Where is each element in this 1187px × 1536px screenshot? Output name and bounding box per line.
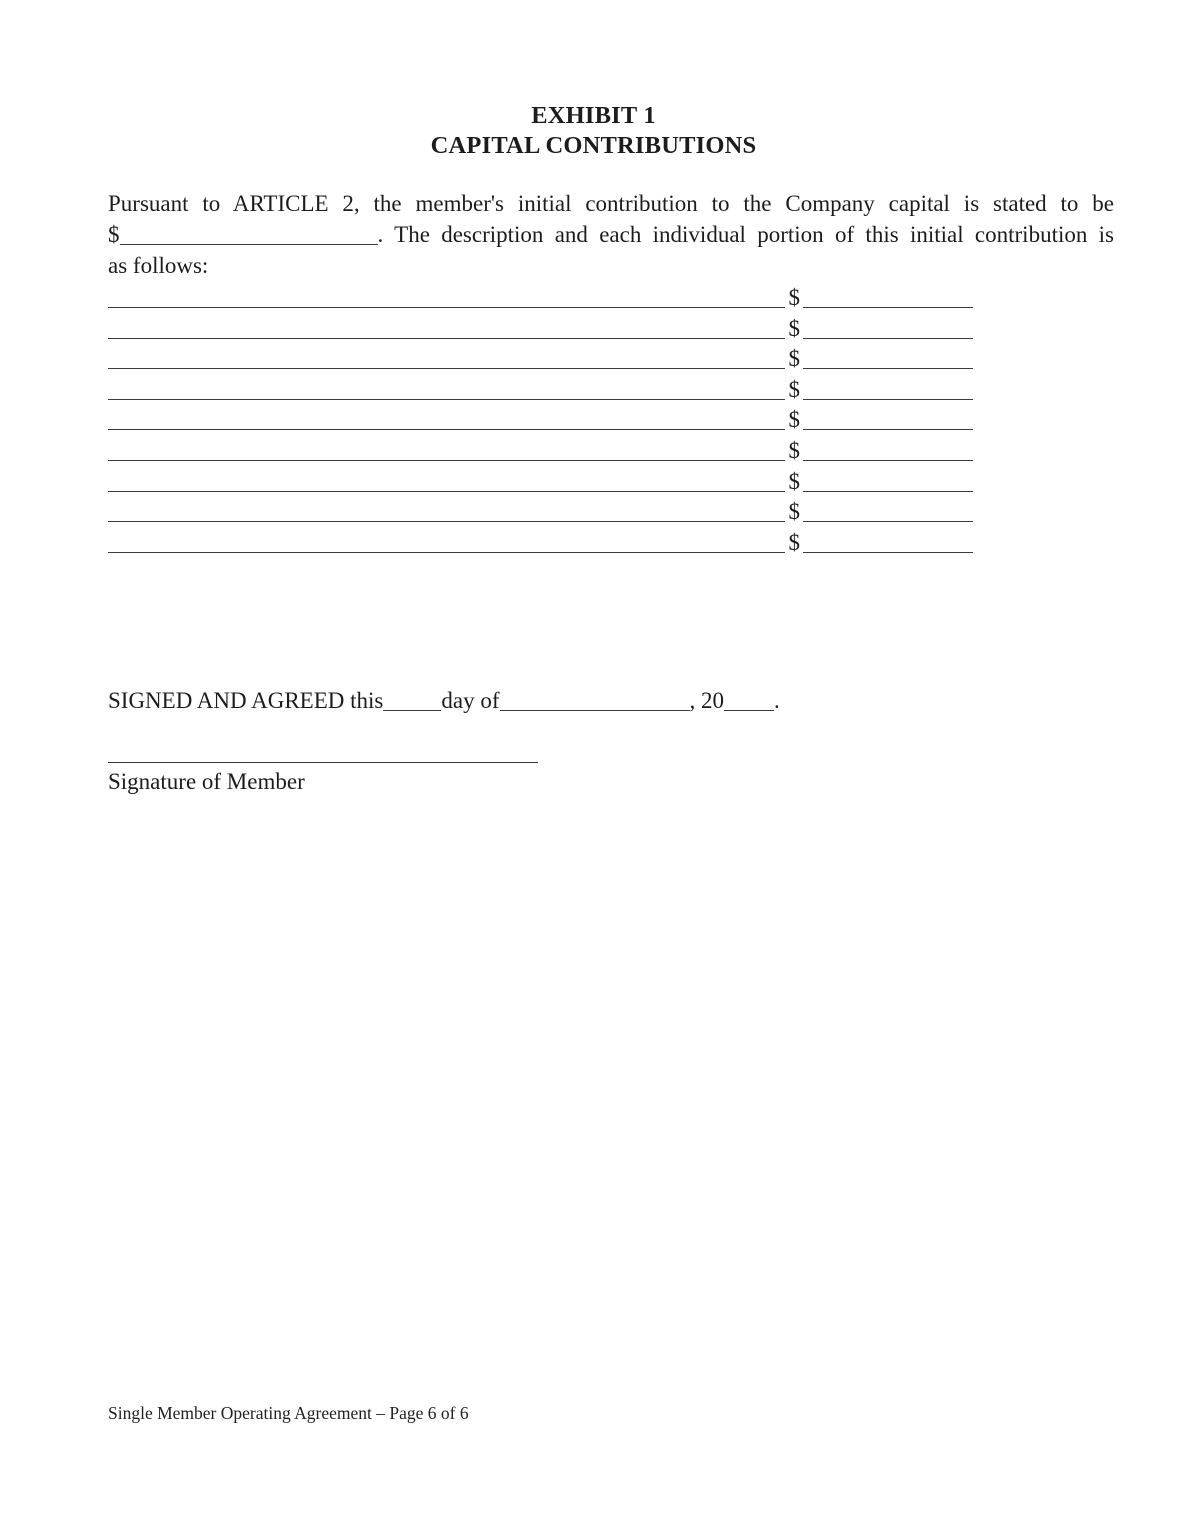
contribution-description-field[interactable]: [108, 430, 785, 461]
contribution-amount-field[interactable]: [803, 308, 973, 339]
signed-and-agreed-line: [108, 685, 1114, 716]
contribution-description-field[interactable]: [108, 522, 785, 553]
dollar-sign: $: [788, 438, 800, 464]
intro-paragraph: [108, 188, 1114, 281]
contribution-row: [108, 522, 973, 553]
contribution-amount-field[interactable]: [803, 430, 973, 461]
contribution-row: [108, 308, 973, 339]
contribution-amount-field[interactable]: [803, 369, 973, 400]
contribution-row: [108, 492, 973, 523]
signature-label: Signature of Member: [108, 769, 305, 794]
signed-line-suffix: .: [774, 688, 780, 713]
contribution-description-field[interactable]: [108, 339, 785, 370]
contribution-row: [108, 400, 973, 431]
dollar-sign: $: [788, 376, 800, 402]
member-signature-field[interactable]: [108, 742, 538, 763]
exhibit-header: [0, 101, 1187, 161]
year-field[interactable]: [724, 690, 774, 711]
page-footer: Single Member Operating Agreement – Page 6 of 6: [108, 1403, 469, 1423]
intro-line-2: [108, 219, 1114, 250]
dollar-sign: $: [788, 468, 800, 494]
contribution-description-field[interactable]: [108, 492, 785, 523]
dollar-sign: $: [108, 222, 120, 247]
month-field[interactable]: [500, 690, 690, 711]
dollar-sign: $: [788, 285, 800, 311]
intro-line-3: as follows:: [108, 253, 209, 278]
contribution-row: [108, 430, 973, 464]
dollar-sign: $: [788, 315, 800, 341]
dollar-sign: $: [788, 346, 800, 372]
signed-line-year-prefix: , 20: [689, 688, 724, 713]
contribution-amount-field[interactable]: [803, 339, 973, 370]
contribution-amount-field[interactable]: [803, 400, 973, 431]
intro-line-2-text: . The description and each individual portion of this initial contribution is: [377, 222, 1114, 247]
dollar-sign: $: [788, 529, 800, 555]
contribution-row: [108, 339, 973, 370]
signed-line-prefix: SIGNED AND AGREED this: [108, 688, 384, 713]
contribution-description-field[interactable]: [108, 369, 785, 400]
dollar-sign: $: [788, 407, 800, 433]
exhibit-title: EXHIBIT 1: [531, 102, 656, 129]
contribution-description-field[interactable]: [108, 278, 785, 309]
contribution-amount-field[interactable]: [803, 492, 973, 523]
contribution-row: [108, 278, 973, 309]
contribution-description-field[interactable]: [108, 308, 785, 339]
initial-contribution-amount-field[interactable]: [120, 224, 378, 245]
contribution-row: [108, 461, 973, 492]
exhibit-subtitle: CAPITAL CONTRIBUTIONS: [430, 132, 757, 159]
contribution-amount-field[interactable]: [803, 522, 973, 553]
contribution-row: [108, 369, 973, 400]
dollar-sign: $: [788, 499, 800, 525]
signed-line-middle: day of: [441, 688, 500, 713]
intro-line-1: Pursuant to ARTICLE 2, the member's initial contribution to the Company capital is stated to be: [108, 191, 1114, 216]
contribution-amount-field[interactable]: [803, 461, 973, 492]
contribution-amount-field[interactable]: [803, 278, 973, 309]
contribution-description-field[interactable]: [108, 461, 785, 492]
contribution-description-field[interactable]: [108, 400, 785, 431]
contribution-rows: [108, 278, 973, 553]
day-field[interactable]: [383, 690, 441, 711]
